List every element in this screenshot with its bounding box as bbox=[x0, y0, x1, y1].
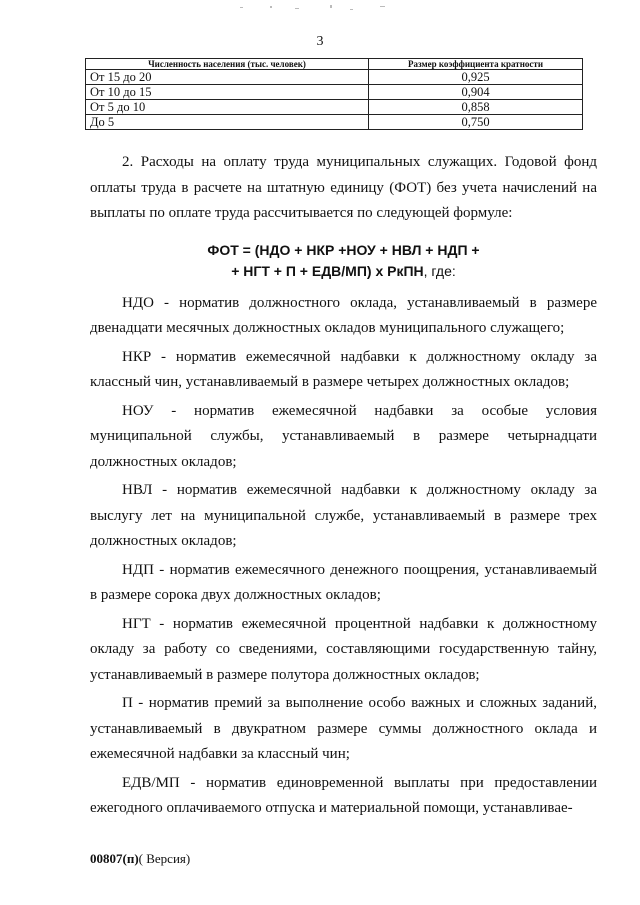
definition-paragraph: П - норматив премий за выполнение особо важных и сложных заданий, устанавливаемый в двукратном размере суммы должностного оклада и ежемесячной надбавки за классный чин; bbox=[90, 695, 597, 762]
table-header-row bbox=[86, 59, 583, 70]
table-cell: До 5 bbox=[86, 115, 369, 130]
formula-tail: , где: bbox=[423, 262, 456, 279]
table-cell: 0,925 bbox=[369, 70, 583, 85]
table-cell: От 5 до 10 bbox=[86, 100, 369, 115]
table-row bbox=[86, 115, 583, 130]
definition-paragraph: НДП - норматив ежемесячного денежного поощрения, устанавливаемый в размере сорока двух должностных окладов; bbox=[90, 561, 597, 603]
definition-paragraph: НВЛ - норматив ежемесячной надбавки к должностному окладу за выслугу лет на муниципальной службе, устанавливаемый в размере трех должностных окладов; bbox=[90, 482, 597, 549]
table-cell: От 15 до 20 bbox=[86, 70, 369, 85]
table-row bbox=[86, 100, 583, 115]
scan-noise bbox=[240, 4, 410, 14]
column-header: Численность населения (тыс. человек) bbox=[86, 59, 369, 70]
table-cell: 0,750 bbox=[369, 115, 583, 130]
definition-paragraph: НОУ - норматив ежемесячной надбавки за особые условия муниципальной службы, устанавливаемый в размере четырнадцати должностных окладов; bbox=[90, 402, 597, 470]
table-cell: От 10 до 15 bbox=[86, 85, 369, 100]
document-code: 00807(п) bbox=[90, 851, 139, 866]
formula bbox=[90, 240, 597, 282]
page-number: 3 bbox=[316, 34, 324, 49]
document-version: ( Версия) bbox=[138, 851, 191, 866]
definition-paragraph: ЕДВ/МП - норматив единовременной выплаты при предоставлении ежегодного оплачиваемого отпуска и материальной помощи, устанавливае- bbox=[90, 774, 597, 816]
table-cell: 0,858 bbox=[369, 100, 583, 115]
table-row bbox=[86, 70, 583, 85]
definition-paragraph: НГТ - норматив ежемесячной процентной надбавки к должностному окладу за работу со сведениями, составляющими государственную тайну, устанавливаемый в размере полутора должностных окладов; bbox=[90, 615, 597, 683]
document-body bbox=[90, 150, 597, 822]
column-header: Размер коэффициента кратности bbox=[369, 59, 583, 70]
coefficient-table bbox=[85, 58, 583, 130]
table-cell: 0,904 bbox=[369, 85, 583, 100]
formula-line-text: + НГТ + П + ЕДВ/МП) х РкПН bbox=[231, 262, 424, 279]
formula-line bbox=[90, 261, 597, 282]
table-row bbox=[86, 85, 583, 100]
formula-line: ФОТ = (НДО + НКР +НОУ + НВЛ + НДП + bbox=[207, 241, 480, 258]
definition-paragraph: НДО - норматив должностного оклада, устанавливаемый в размере двенадцати месячных должностных окладов муниципального служащего; bbox=[90, 294, 597, 336]
document-footer bbox=[90, 851, 190, 867]
definition-paragraph: НКР - норматив ежемесячной надбавки к должностному окладу за классный чин, устанавливаемый в размере четырех должностных окладов; bbox=[90, 348, 597, 390]
intro-paragraph: 2. Расходы на оплату труда муниципальных служащих. Годовой фонд оплаты труда в расчете на штатную единицу (ФОТ) без учета начислений на выплаты по оплате труда рассчитывается по следующей формуле: bbox=[90, 154, 597, 221]
